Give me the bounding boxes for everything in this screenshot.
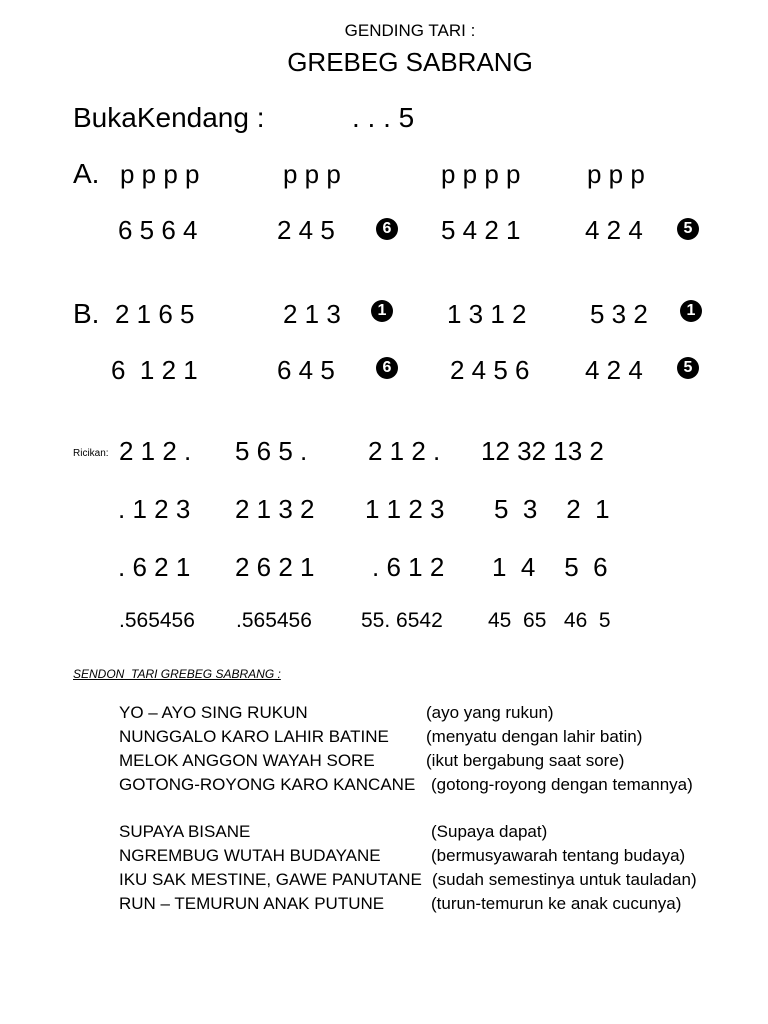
lyric-translation: (bermusyawarah tentang budaya) (431, 846, 686, 865)
lyric-javanese: SUPAYA BISANE (119, 822, 251, 841)
section-a-pattern-2: p p p (283, 159, 341, 189)
lyric-translation: (turun-temurun ke anak cucunya) (431, 894, 682, 913)
ricikan-cell: . 1 2 3 (118, 494, 191, 524)
ricikan-cell: 45 65 46 5 (488, 609, 611, 632)
ricikan-cell: .565456 (119, 609, 195, 632)
gong-circle-icon: 5 (677, 357, 699, 379)
lyric-javanese: YO – AYO SING RUKUN (119, 703, 308, 722)
ricikan-cell: 5 6 5 . (235, 436, 308, 466)
gong-circle-icon: 6 (376, 357, 398, 379)
section-b-notes-8: 4 2 4 (585, 355, 643, 385)
ricikan-cell: 5 3 2 1 (494, 494, 610, 524)
section-a-pattern-3: p p p p (441, 159, 521, 189)
ricikan-cell: 1 1 2 3 (365, 494, 445, 524)
section-b-notes-2: 2 1 3 (283, 299, 341, 329)
ricikan-cell: 2 1 3 2 (235, 494, 315, 524)
section-a-pattern-1: p p p p (120, 159, 200, 189)
ricikan-cell: 55. 6542 (361, 609, 443, 632)
lyric-translation: (sudah semestinya untuk tauladan) (432, 870, 697, 889)
section-a-notes-4: 4 2 4 (585, 215, 643, 245)
ricikan-cell: 2 1 2 . (119, 436, 192, 466)
lyric-javanese: NGREMBUG WUTAH BUDAYANE (119, 846, 381, 865)
lyric-javanese: MELOK ANGGON WAYAH SORE (119, 751, 375, 770)
section-a-notes-1: 6 5 6 4 (118, 215, 198, 245)
section-b-notes-5: 6 1 2 1 (111, 355, 198, 385)
ricikan-cell: 2 6 2 1 (235, 552, 315, 582)
lyric-translation: (gotong-royong dengan temannya) (431, 775, 693, 794)
ricikan-cell: . 6 1 2 (372, 552, 445, 582)
section-a-label: A. (73, 158, 100, 189)
gong-circle-icon: 6 (376, 218, 398, 240)
ricikan-cell: 12 32 13 2 (481, 436, 604, 466)
section-b-notes-6: 6 4 5 (277, 355, 335, 385)
document-title: GREBEG SABRANG (287, 47, 533, 77)
lyric-translation: (Supaya dapat) (431, 822, 548, 841)
section-a-notes-3: 5 4 2 1 (441, 215, 521, 245)
ricikan-cell: . 6 2 1 (118, 552, 191, 582)
ricikan-cell: 2 1 2 . (368, 436, 441, 466)
lyric-javanese: IKU SAK MESTINE, GAWE PANUTANE (119, 870, 422, 889)
section-b-notes-4: 5 3 2 (590, 299, 648, 329)
lyric-javanese: NUNGGALO KARO LAHIR BATINE (119, 727, 389, 746)
ricikan-label: Ricikan: (73, 448, 109, 459)
document-subtitle: GENDING TARI : (344, 21, 476, 40)
ricikan-cell: 1 4 5 6 (492, 552, 608, 582)
section-b-label: B. (73, 298, 100, 329)
lyric-translation: (menyatu dengan lahir batin) (426, 727, 643, 746)
buka-kendang-label: BukaKendang : (73, 102, 265, 133)
lyric-translation: (ayo yang rukun) (426, 703, 554, 722)
gong-circle-icon: 1 (680, 300, 702, 322)
section-b-notes-1: 2 1 6 5 (115, 299, 195, 329)
lyric-javanese: RUN – TEMURUN ANAK PUTUNE (119, 894, 385, 913)
section-b-notes-7: 2 4 5 6 (450, 355, 530, 385)
lyric-javanese: GOTONG-ROYONG KARO KANCANE (119, 775, 416, 794)
section-b-notes-3: 1 3 1 2 (447, 299, 527, 329)
ricikan-cell: .565456 (236, 609, 312, 632)
section-a-pattern-4: p p p (587, 159, 645, 189)
gong-circle-icon: 5 (677, 218, 699, 240)
gong-circle-icon: 1 (371, 300, 393, 322)
lyric-translation: (ikut bergabung saat sore) (426, 751, 625, 770)
sendon-title: SENDON TARI GREBEG SABRANG : (73, 667, 281, 681)
buka-kendang-notes: . . . 5 (352, 102, 415, 133)
section-a-notes-2: 2 4 5 (277, 215, 335, 245)
